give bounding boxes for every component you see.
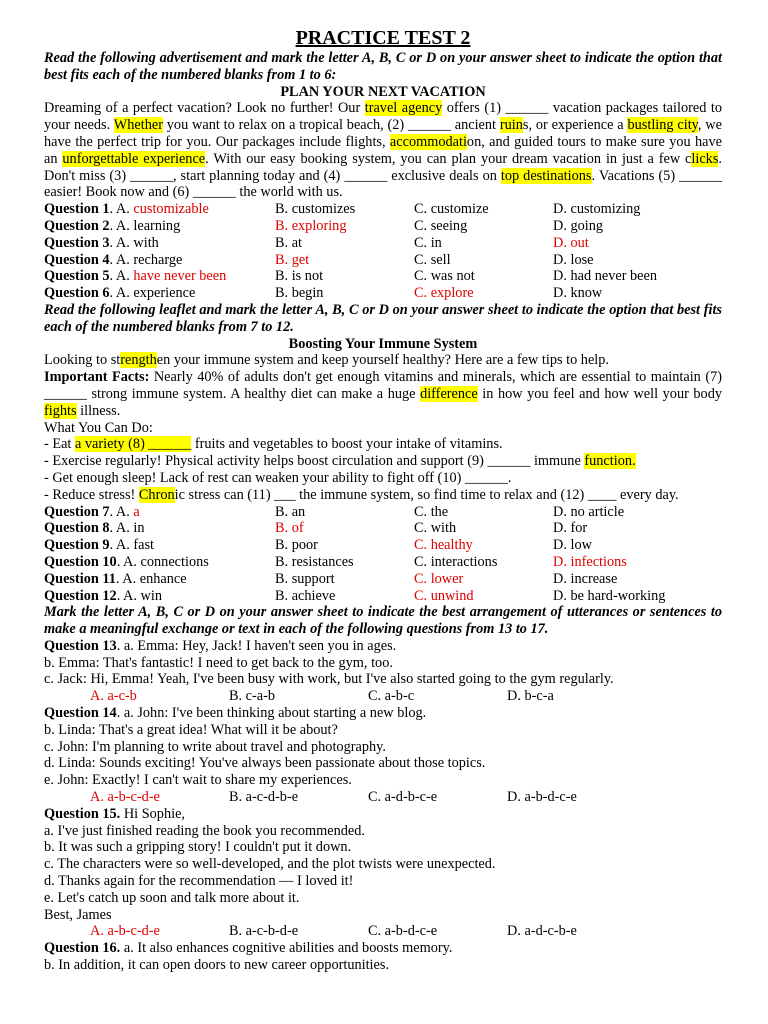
option-text: be hard-working	[570, 587, 666, 604]
option-text: of	[291, 520, 304, 537]
section2-heading: Boosting Your Immune System	[288, 335, 478, 352]
option-text: no article	[570, 503, 625, 520]
option-c[interactable]: C. unwind	[414, 587, 474, 604]
question-13: Question 13. a. Emma: Hey, Jack! I haven't seen you in ages. b. Emma: That's fantastic! I need to get back to the gym, too. c. Jack: Hi, Emma! Yeah, I've been busy with work, but I've also started going to the gym regularly. A. a-c-b B. c-a-b C. a-b-c D. b-c-a	[44, 638, 722, 705]
question-row	[44, 285, 722, 302]
option-a[interactable]: Question 8. A. in	[44, 520, 145, 537]
option-text: begin	[291, 285, 324, 302]
option-b[interactable]: B. c-a-b	[229, 688, 276, 705]
answer-options	[44, 923, 722, 940]
option-text: with	[133, 234, 159, 251]
option-text: infections	[570, 553, 627, 570]
option-text: out	[570, 234, 589, 251]
question-15: Question 15. Hi Sophie, a. I've just finished reading the book you recommended. b. It was such a gripping story! I couldn't put it down. c. The characters were so well-developed, and the plot twists were unexpected. d. Thanks again for the recommendation — I loved it! e. Let's catch up soon and talk more about it. Best, James A. a-b-c-d-e B. a-c-b-d-e C. a-b-d-c-e D. a-d-c-b-e	[44, 806, 722, 940]
option-text: customizing	[570, 201, 641, 218]
option-d[interactable]: D. no article	[553, 503, 625, 520]
option-text: customizable	[133, 201, 209, 218]
option-d[interactable]: D. infections	[553, 553, 627, 570]
option-a[interactable]: Question 4. A. recharge	[44, 251, 183, 268]
question-label: Question 3	[44, 234, 110, 251]
section2-tip: - Eat a variety (8) ______ fruits and vegetables to boost your intake of vitamins.	[44, 436, 503, 453]
question-row	[44, 504, 722, 521]
option-b[interactable]: B. of	[275, 520, 304, 537]
option-text: healthy	[430, 537, 473, 554]
section2-tip: - Exercise regularly! Physical activity helps boost circulation and support (9) ______ immune function.	[44, 453, 636, 470]
option-text: get	[291, 251, 310, 268]
section1-instruction: Read the following advertisement and mark the letter A, B, C or D on your answer sheet to indicate the option that best fits each of the numbered blanks from 1 to 6:	[44, 50, 722, 83]
option-a[interactable]: A. a-b-c-d-e	[90, 789, 160, 806]
option-a[interactable]: Question 3. A. with	[44, 234, 159, 251]
option-d[interactable]: D. had never been	[553, 268, 658, 285]
option-text: learning	[133, 217, 181, 234]
section1-heading: PLAN YOUR NEXT VACATION	[280, 83, 486, 100]
question-16: Question 16. a. It also enhances cognitive abilities and boosts memory. b. In addition, it can open doors to new career opportunities.	[44, 940, 453, 974]
option-text: explore	[430, 285, 474, 302]
question-14: Question 14. a. John: I've been thinking about starting a new blog. b. Linda: That's a great idea! What will it be about? c. John: I'm planning to write about travel and photography. d. Linda: Sounds exciting! You've always been passionate about those topics. e. John: Exactly! I can't wait to share my experiences. A. a-b-c-d-e B. a-c-d-b-e C. a-d-b-c-e D. a-b-d-c-e	[44, 705, 722, 806]
option-c[interactable]: C. a-d-b-c-e	[368, 789, 438, 806]
option-d[interactable]: D. out	[553, 234, 589, 251]
option-text: going	[570, 217, 604, 234]
option-text: resistances	[291, 553, 354, 570]
option-a[interactable]: A. a-c-b	[90, 688, 137, 705]
option-text: achieve	[291, 587, 336, 604]
question-label: Question 6	[44, 285, 110, 302]
question-label: Question 5	[44, 268, 110, 285]
question-row	[44, 520, 722, 537]
question-row	[44, 571, 722, 588]
option-text: increase	[570, 570, 618, 587]
section2-intro: Looking to strengthen your immune system and keep yourself healthy? Here are a few tips to help.	[44, 352, 609, 369]
option-text: lower	[430, 570, 464, 587]
option-text: lose	[570, 251, 594, 268]
option-b[interactable]: B. begin	[275, 285, 324, 302]
option-c[interactable]: C. a-b-d-c-e	[368, 923, 438, 940]
option-c[interactable]: C. with	[414, 520, 457, 537]
option-text: in	[133, 520, 145, 537]
option-text: is not	[291, 268, 324, 285]
option-d[interactable]: D. a-d-c-b-e	[507, 923, 577, 940]
option-b[interactable]: B. achieve	[275, 587, 336, 604]
option-text: for	[570, 520, 588, 537]
option-c[interactable]: C. seeing	[414, 217, 468, 234]
answer-options	[44, 688, 722, 705]
question-label: Question 9	[44, 537, 110, 554]
option-text: was not	[430, 268, 475, 285]
option-a[interactable]: Question 10. A. connections	[44, 553, 209, 570]
section2-instruction: Read the following leaflet and mark the letter A, B, C or D on your answer sheet to indicate the option that best fits each of the numbered blanks from 7 to 12.	[44, 301, 722, 335]
option-a[interactable]: A. a-b-c-d-e	[90, 923, 160, 940]
option-text: seeing	[430, 217, 468, 234]
section2-questions	[44, 504, 722, 605]
option-text: sell	[430, 251, 451, 268]
option-c[interactable]: C. the	[414, 503, 449, 520]
option-b[interactable]: B. at	[275, 234, 303, 251]
question-row	[44, 201, 722, 218]
option-b[interactable]: B. a-c-b-d-e	[229, 923, 299, 940]
option-d[interactable]: D. low	[553, 537, 592, 554]
question-row	[44, 268, 722, 285]
option-a[interactable]: Question 7. A. a	[44, 503, 140, 520]
option-text: experience	[133, 285, 196, 302]
option-b[interactable]: B. get	[275, 251, 310, 268]
option-b[interactable]: B. is not	[275, 268, 324, 285]
section1-questions	[44, 201, 722, 302]
option-text: an	[291, 503, 306, 520]
question-row	[44, 252, 722, 269]
answer-options	[44, 789, 722, 806]
question-row	[44, 235, 722, 252]
question-label: Question 1	[44, 201, 110, 218]
option-text: with	[430, 520, 457, 537]
option-text: win	[140, 587, 162, 604]
question-label: Question 11	[44, 570, 116, 587]
option-d[interactable]: D. b-c-a	[507, 688, 554, 705]
option-d[interactable]: D. be hard-working	[553, 587, 666, 604]
option-text: have never been	[133, 268, 227, 285]
option-b[interactable]: B. customizes	[275, 201, 356, 218]
option-c[interactable]: C. sell	[414, 251, 451, 268]
option-text: support	[291, 570, 335, 587]
option-text: know	[570, 285, 603, 302]
option-b[interactable]: B. support	[275, 570, 335, 587]
option-c[interactable]: C. explore	[414, 285, 474, 302]
option-a[interactable]: Question 6. A. experience	[44, 285, 196, 302]
option-d[interactable]: D. going	[553, 217, 604, 234]
option-a[interactable]: Question 9. A. fast	[44, 537, 155, 554]
option-text: interactions	[430, 553, 498, 570]
option-a[interactable]: Question 11. A. enhance	[44, 570, 187, 587]
question-row	[44, 537, 722, 554]
option-b[interactable]: B. a-c-d-b-e	[229, 789, 299, 806]
page-title: PRACTICE TEST 2	[295, 27, 471, 49]
option-d[interactable]: D. for	[553, 520, 588, 537]
option-b[interactable]: B. resistances	[275, 553, 354, 570]
option-d[interactable]: D. increase	[553, 570, 618, 587]
option-d[interactable]: D. a-b-d-c-e	[507, 789, 577, 806]
option-c[interactable]: C. in	[414, 234, 442, 251]
option-d[interactable]: D. lose	[553, 251, 594, 268]
option-c[interactable]: C. customize	[414, 201, 489, 218]
question-label: Question 12	[44, 587, 117, 604]
option-text: connections	[140, 553, 209, 570]
option-b[interactable]: B. poor	[275, 537, 318, 554]
section2-tip: - Reduce stress! Chronic stress can (11) ___ the immune system, so find time to relax and (12) ____ every day.	[44, 486, 679, 503]
option-d[interactable]: D. customizing	[553, 201, 641, 218]
option-text: at	[291, 234, 303, 251]
option-c[interactable]: C. healthy	[414, 537, 473, 554]
option-text: a	[133, 503, 140, 520]
section2-tip: - Get enough sleep! Lack of rest can weaken your ability to fight off (10) ______.	[44, 469, 512, 486]
section2-what-label: What You Can Do:	[44, 419, 153, 436]
option-a[interactable]: Question 1. A. customizable	[44, 201, 209, 218]
option-text: in	[430, 234, 442, 251]
option-c[interactable]: C. was not	[414, 268, 475, 285]
section3-instruction: Mark the letter A, B, C or D on your answer sheet to indicate the best arrangement of utterances or sentences to make a meaningful exchange or text in each of the following questions from 13 to 17.	[44, 604, 722, 638]
option-a[interactable]: Question 12. A. win	[44, 587, 162, 604]
option-text: had never been	[570, 268, 658, 285]
option-text: low	[570, 537, 592, 554]
option-b[interactable]: B. an	[275, 503, 306, 520]
option-text: exploring	[291, 217, 347, 234]
option-text: enhance	[139, 570, 187, 587]
question-label: Question 4	[44, 251, 110, 268]
option-text: the	[430, 503, 449, 520]
question-row	[44, 218, 722, 235]
option-text: customizes	[291, 201, 356, 218]
question-label: Question 10	[44, 553, 117, 570]
option-text: unwind	[430, 587, 474, 604]
option-text: fast	[133, 537, 155, 554]
option-text: recharge	[133, 251, 183, 268]
option-c[interactable]: C. interactions	[414, 553, 498, 570]
question-label: Question 2	[44, 217, 110, 234]
option-c[interactable]: C. a-b-c	[368, 688, 415, 705]
option-d[interactable]: D. know	[553, 285, 603, 302]
option-b[interactable]: B. exploring	[275, 217, 347, 234]
question-row	[44, 588, 722, 605]
question-label: Question 8	[44, 520, 110, 537]
question-row	[44, 554, 722, 571]
option-text: customize	[430, 201, 489, 218]
question-label: Question 7	[44, 503, 110, 520]
option-a[interactable]: Question 5. A. have never been	[44, 268, 227, 285]
section1-passage: Dreaming of a perfect vacation? Look no further! Our travel agency offers (1) ______ vacation packages tailored to your needs. Whether you want to relax on a tropical beach, (2) ______ ancient ruins, or experience a bustling city, we have the perfect trip for you. Our packages include flights, accommodation, and guided tours to make sure you have an unforgettable experience. With our easy booking system, you can plan your dream vacation in just a few clicks. Don't miss (3) ______, start planning today and (4) ______ exclusive deals on top destinations. Vacations (5) ______ easier! Book now and (6) ______ the world with us.	[44, 100, 722, 201]
option-text: poor	[291, 537, 318, 554]
section2-facts: Important Facts: Nearly 40% of adults don't get enough vitamins and minerals, which are essential to maintain (7) ______ strong immune system. A healthy diet can make a huge difference in how you feel and how well your body fights illness.	[44, 369, 723, 419]
option-c[interactable]: C. lower	[414, 570, 464, 587]
option-a[interactable]: Question 2. A. learning	[44, 217, 181, 234]
